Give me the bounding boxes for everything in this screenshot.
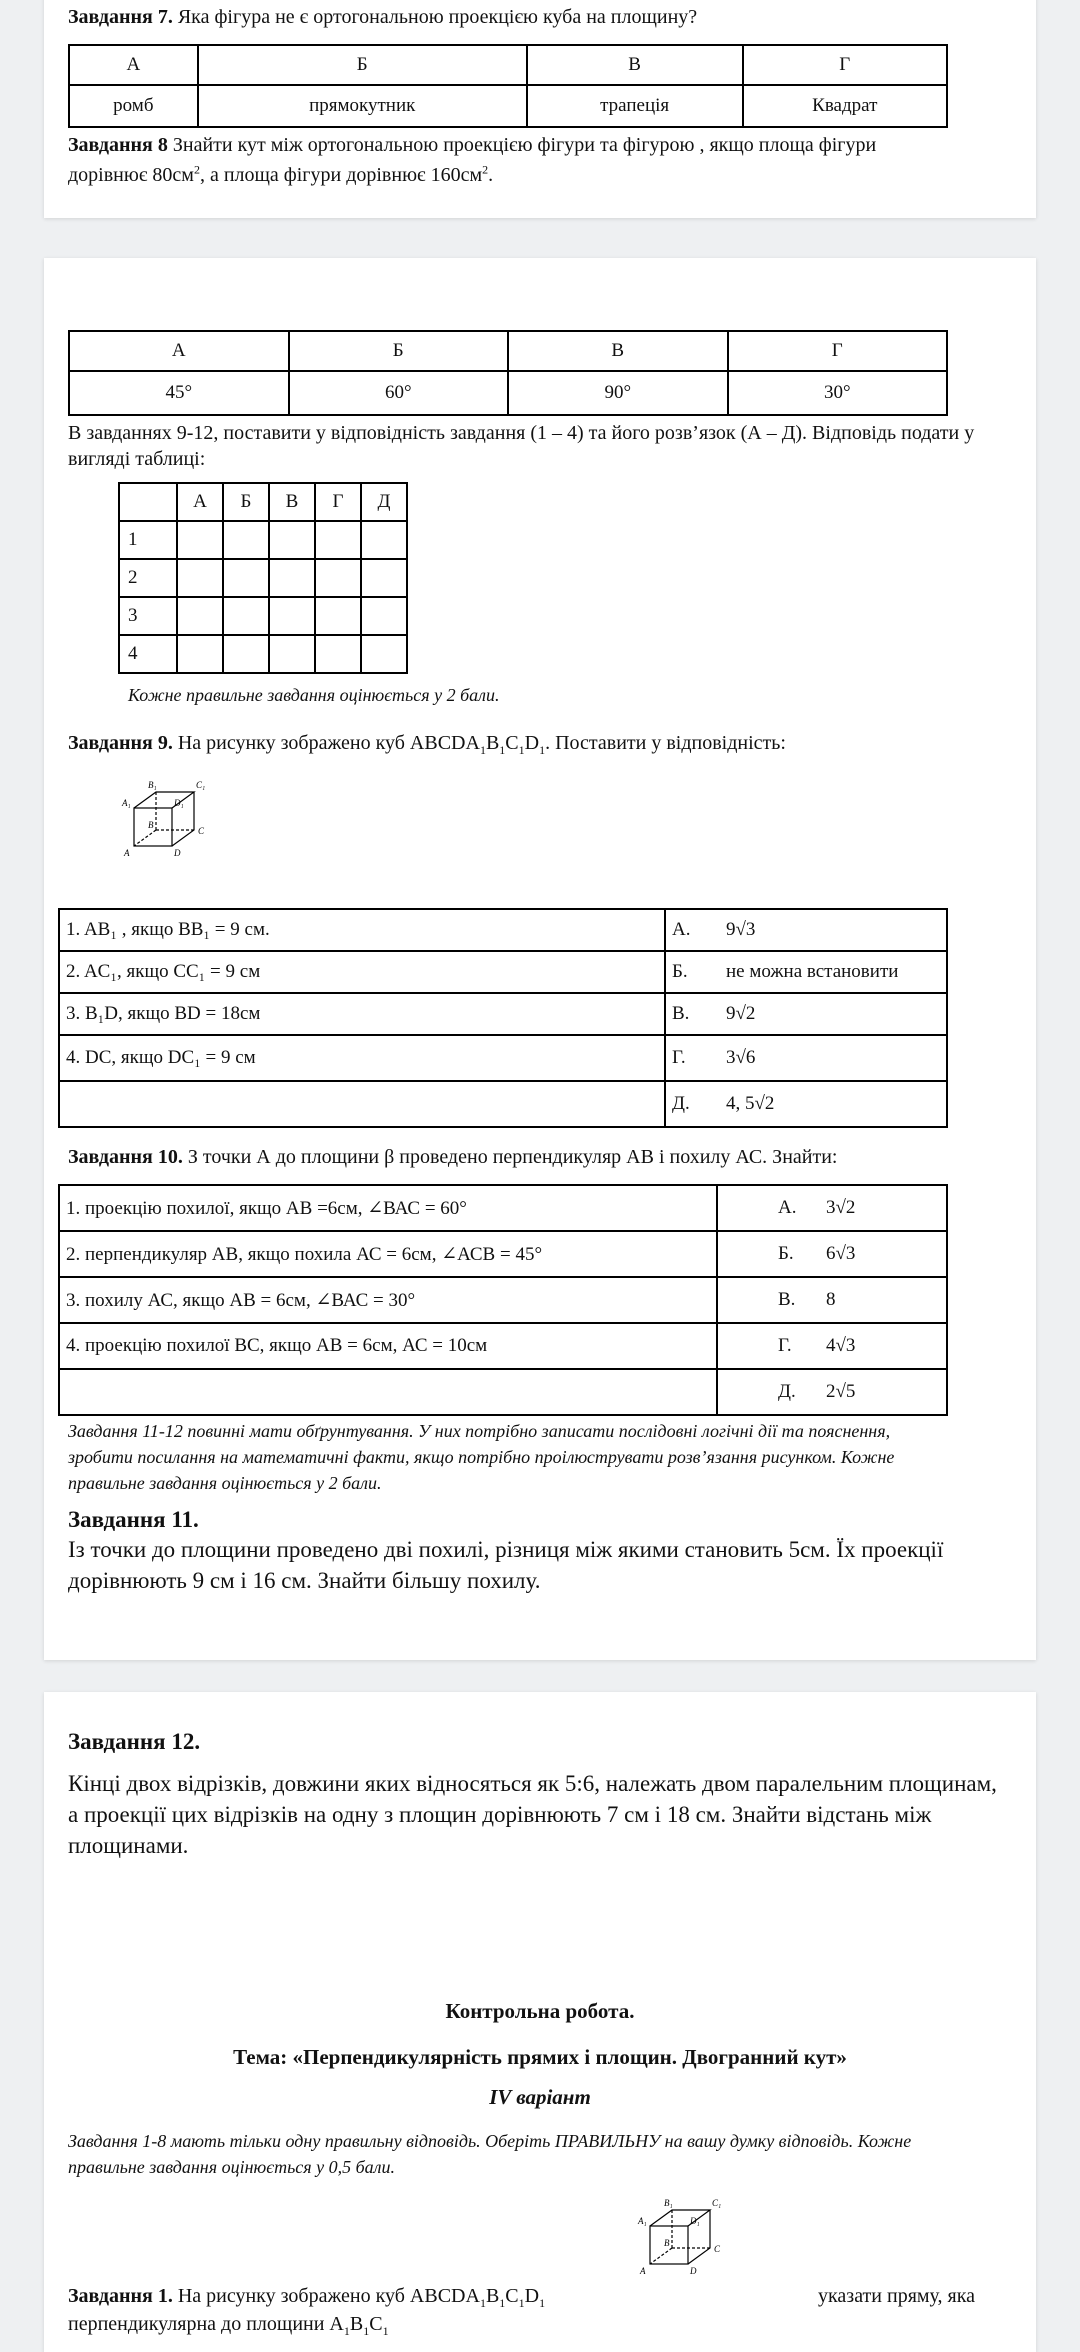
task10-item: 4. проекцію похилої ВС, якщо АВ = 6см, АС = 10см	[59, 1323, 717, 1369]
option-value: 90°	[508, 371, 728, 415]
task8-options-table	[68, 330, 948, 416]
option-header: В	[527, 45, 743, 85]
document-page-3	[44, 1692, 1036, 2352]
task10-answer: Б. 6√3	[717, 1231, 947, 1277]
task10-item: 1. проекцію похилої, якщо АВ =6см, ∠ВАС = 60°	[59, 1185, 717, 1231]
task9-item: 2. AC₁, якщо CC₁ = 9 см	[59, 951, 665, 993]
cube-label: C	[198, 826, 205, 836]
justification-note: Завдання 11-12 повинні мати обґрунтування. У них потрібно записати послідовні логічні дії та пояснення, зробити посилання на математичні факти, якщо потрібно проілюструвати розв’язання рисунком. Кожне правильне завдання оцінюється у 2 бали.	[68, 1421, 895, 1493]
test-title: Контрольна робота.	[445, 1999, 635, 2023]
task11-label: Завдання 11.	[68, 1507, 199, 1532]
cube-label: B₁	[148, 780, 157, 790]
answer-grid-table	[118, 482, 408, 674]
cube-label: C	[714, 2244, 721, 2254]
option-value: ромб	[69, 85, 198, 127]
cube-label: D₁	[174, 798, 184, 808]
task9-matching-table	[58, 908, 948, 1128]
cube-label: B	[148, 820, 154, 830]
task10-answer: Д. 2√5	[717, 1369, 947, 1415]
answer-row-header: 3	[119, 597, 177, 635]
task10-item	[59, 1369, 717, 1415]
cube-figure	[114, 778, 234, 858]
option-header: А	[69, 45, 198, 85]
task9-answer: Д. 4, 5√2	[665, 1081, 947, 1127]
cube-label: A₁	[122, 798, 131, 808]
task9-item: 4. DC, якщо DC₁ = 9 см	[59, 1035, 665, 1081]
answer-row-header: 1	[119, 521, 177, 559]
option-header: Г	[743, 45, 947, 85]
option-value: трапеція	[527, 85, 743, 127]
task9-item	[59, 1081, 665, 1127]
matching-instructions: В завданнях 9-12, поставити у відповідність завдання (1 – 4) та його розв’язок (А – Д). Відповідь подати у вигляді таблиці:	[68, 422, 975, 470]
task9-answer: В. 9√2	[665, 993, 947, 1035]
answer-col-header: Б	[223, 483, 269, 521]
task9-item: 3. B₁D, якщо BD = 18см	[59, 993, 665, 1035]
task9-item: 1. AB₁ , якщо BB₁ = 9 см.	[59, 909, 665, 951]
answer-col-header: Г	[315, 483, 361, 521]
option-header: В	[508, 331, 728, 371]
task9-answer: А. 9√3	[665, 909, 947, 951]
option-value: 45°	[69, 371, 289, 415]
cube-label: D₁	[690, 2216, 700, 2226]
document-page-1	[44, 0, 1036, 218]
option-value: 30°	[728, 371, 948, 415]
option-value: Квадрат	[743, 85, 947, 127]
task1-right-text: указати пряму, яка	[818, 2285, 976, 2307]
cube-label: A₁	[638, 2216, 647, 2226]
test-instructions: Завдання 1-8 мають тільки одну правильну відповідь. Оберіть ПРАВИЛЬНУ на вашу думку відповідь. Кожне правильне завдання оцінюється у 0,5 бали.	[68, 2131, 912, 2177]
cube-figure	[630, 2196, 750, 2276]
cube-label: B₁	[664, 2198, 673, 2208]
cube-label: D	[174, 848, 181, 858]
task10-matching-table	[58, 1184, 948, 1416]
variant-title: IV варіант	[489, 2085, 591, 2109]
answer-row-header: 2	[119, 559, 177, 597]
option-value: 60°	[289, 371, 509, 415]
task1-question: Завдання 1. На рисунку зображено куб $ABCDA_1B_1C_1D_1$ указати пряму, яка перпендикулярна до площини $A_1B_1C_1$	[68, 2282, 1028, 2338]
task10-item: 2. перпендикуляр АВ, якщо похила АС = 6см, ∠АСВ = 45°	[59, 1231, 717, 1277]
cube-label: C₁	[712, 2198, 722, 2208]
scoring-note: Кожне правильне завдання оцінюється у 2 бали.	[128, 685, 500, 705]
task10-answer: В. 8	[717, 1277, 947, 1323]
answer-col-header: В	[269, 483, 315, 521]
task7-options-table	[68, 44, 948, 128]
task7-question: Завдання 7. Яка фігура не є ортогональною проекцією куба на площину?	[68, 6, 698, 28]
option-header: А	[69, 331, 289, 371]
cube-label: D	[690, 2266, 697, 2276]
option-header: Г	[728, 331, 948, 371]
test-topic: Тема: «Перпендикулярність прямих і площин. Двогранний кут»	[233, 2045, 847, 2069]
task10-question: Завдання 10. З точки А до площини β проведено перпендикуляр АВ і похилу АС. Знайти:	[68, 1146, 838, 1168]
option-value: прямокутник	[198, 85, 527, 127]
task10-answer: Г. 4√3	[717, 1323, 947, 1369]
task12-text: Кінці двох відрізків, довжини яких відносяться як 5:6, належать двом паралельним площинам, а проекції цих відрізків на одну з площин дорівнюють 7 см і 18 см. Знайти відстань між площинами.	[68, 1771, 997, 1858]
task8-question: Завдання 8 Знайти кут між ортогональною проекцією фігури та фігурою , якщо площа фігури дорівнює $80см^2$, а площа фігури дорівнює $160см^2$.	[68, 134, 877, 186]
cube-label: C₁	[196, 780, 206, 790]
task10-item: 3. похилу АС, якщо АВ = 6см, ∠ВАС = 30°	[59, 1277, 717, 1323]
task11-text: Із точки до площини проведено дві похилі, різниця між якими становить 5см. Їх проекції дорівнюють 9 см і 16 см. Знайти більшу похилу.	[68, 1537, 944, 1593]
document-page-2	[44, 258, 1036, 1660]
answer-row-header: 4	[119, 635, 177, 673]
answer-col-header: А	[177, 483, 223, 521]
option-header: Б	[198, 45, 527, 85]
cube-label: B	[664, 2238, 670, 2248]
cube-label: A	[124, 848, 130, 858]
task10-answer: А. 3√2	[717, 1185, 947, 1231]
task12-label: Завдання 12.	[68, 1729, 201, 1754]
task9-answer: Б. не можна встановити	[665, 951, 947, 993]
option-header: Б	[289, 331, 509, 371]
answer-col-header: Д	[361, 483, 407, 521]
task9-answer: Г. 3√6	[665, 1035, 947, 1081]
task9-question: Завдання 9. На рисунку зображено куб $ABCDA_1B_1C_1D_1$. Поставити у відповідність:	[68, 732, 786, 757]
cube-label: A	[640, 2266, 646, 2276]
